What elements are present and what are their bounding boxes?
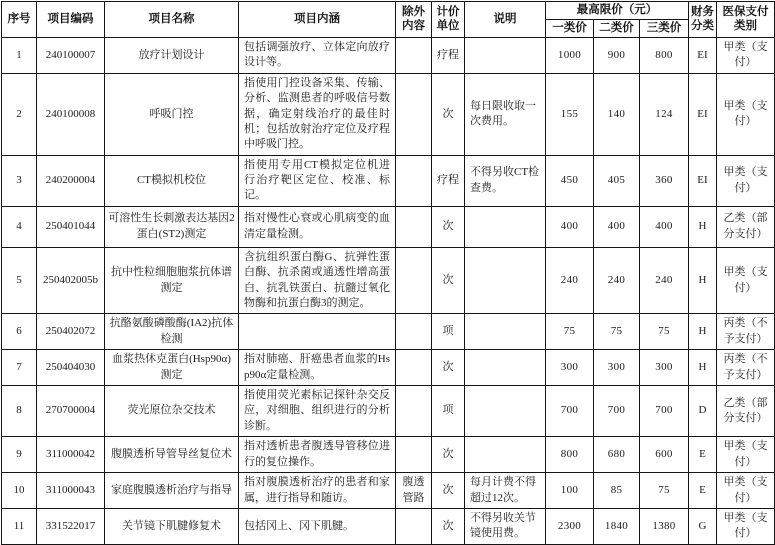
header-max-price: 最高限价（元） <box>546 2 689 20</box>
cell-content: 含抗组织蛋白酶G、抗弹性蛋白酶、抗杀菌或通透性增高蛋白、抗乳铁蛋白、抗髓过氧化物酶和抗蛋白酶3的测定。 <box>239 247 396 314</box>
cell-unit: 次 <box>432 350 465 386</box>
cell-price2: 300 <box>594 350 640 386</box>
cell-excluded <box>396 314 432 350</box>
cell-note: 每日限收取一次费用。 <box>465 73 546 155</box>
cell-price3: 360 <box>640 155 689 206</box>
table-body <box>2 37 775 544</box>
header-finance: 财务分类 <box>689 2 717 38</box>
cell-price2: 700 <box>594 385 640 436</box>
cell-excluded <box>396 37 432 73</box>
header-excluded: 除外内容 <box>396 2 432 38</box>
cell-code: 250401044 <box>37 206 105 247</box>
cell-note: 不得另收关节镜使用费。 <box>465 508 546 544</box>
cell-price2: 1840 <box>594 508 640 544</box>
table-row <box>2 206 775 247</box>
cell-content: 指对肺癌、肝癌患者血浆的Hsp90α定量检测。 <box>239 350 396 386</box>
cell-content: 指对慢性心衰或心肌病变的血清定量检测。 <box>239 206 396 247</box>
medical-service-price-table <box>1 1 775 545</box>
cell-insurance: 乙类（部分支付） <box>717 385 775 436</box>
cell-finance: H <box>689 314 717 350</box>
cell-insurance: 乙类（部分支付） <box>717 206 775 247</box>
cell-content: 指对透析患者腹透导管移位进行的复位操作。 <box>239 437 396 473</box>
cell-note <box>465 247 546 314</box>
cell-content: 指使用荧光素标记探针杂交反应，对细胞、组织进行的分析诊断。 <box>239 385 396 436</box>
cell-name: 血浆热休克蛋白(Hsp90α)测定 <box>105 350 239 386</box>
table-row <box>2 314 775 350</box>
cell-name: CT模拟机校位 <box>105 155 239 206</box>
cell-insurance: 甲类（支付） <box>717 508 775 544</box>
cell-code: 250402072 <box>37 314 105 350</box>
cell-excluded <box>396 73 432 155</box>
table-row <box>2 247 775 314</box>
cell-content: 包括冈上、冈下肌腱。 <box>239 508 396 544</box>
cell-seq: 10 <box>2 473 37 509</box>
cell-excluded <box>396 350 432 386</box>
cell-insurance: 丙类（不予支付） <box>717 350 775 386</box>
cell-price1: 700 <box>546 385 594 436</box>
cell-price2: 405 <box>594 155 640 206</box>
cell-name: 关节镜下肌腱修复术 <box>105 508 239 544</box>
cell-price1: 155 <box>546 73 594 155</box>
table-row <box>2 350 775 386</box>
cell-price3: 75 <box>640 473 689 509</box>
cell-insurance: 丙类（不予支付） <box>717 314 775 350</box>
table-row <box>2 508 775 544</box>
table-row <box>2 473 775 509</box>
table-header <box>2 2 775 38</box>
cell-finance: G <box>689 508 717 544</box>
cell-unit: 项 <box>432 314 465 350</box>
cell-name: 可溶性生长刺激表达基因2蛋白(ST2)测定 <box>105 206 239 247</box>
cell-content: 包括调强放疗、立体定向放疗设计等。 <box>239 37 396 73</box>
cell-excluded <box>396 508 432 544</box>
cell-seq: 6 <box>2 314 37 350</box>
cell-name: 家庭腹膜透析治疗与指导 <box>105 473 239 509</box>
cell-price3: 600 <box>640 437 689 473</box>
cell-insurance: 甲类（支付） <box>717 437 775 473</box>
cell-code: 240100008 <box>37 73 105 155</box>
cell-price1: 300 <box>546 350 594 386</box>
cell-price1: 400 <box>546 206 594 247</box>
cell-price1: 100 <box>546 473 594 509</box>
cell-finance: EI <box>689 155 717 206</box>
cell-price2: 400 <box>594 206 640 247</box>
cell-excluded: 腹透管路 <box>396 473 432 509</box>
cell-finance: E <box>689 473 717 509</box>
cell-code: 240100007 <box>37 37 105 73</box>
cell-insurance: 甲类（支付） <box>717 155 775 206</box>
cell-finance: H <box>689 206 717 247</box>
cell-price3: 300 <box>640 350 689 386</box>
cell-seq: 3 <box>2 155 37 206</box>
cell-price3: 75 <box>640 314 689 350</box>
table-row <box>2 155 775 206</box>
cell-finance: EI <box>689 73 717 155</box>
header-note: 说明 <box>465 2 546 38</box>
cell-price3: 240 <box>640 247 689 314</box>
cell-note <box>465 314 546 350</box>
cell-note: 不得另收CT检查费。 <box>465 155 546 206</box>
cell-content: 指对腹膜透析治疗的患者和家属，进行指导和随访。 <box>239 473 396 509</box>
cell-price3: 124 <box>640 73 689 155</box>
cell-code: 311000043 <box>37 473 105 509</box>
cell-excluded <box>396 247 432 314</box>
cell-finance: H <box>689 350 717 386</box>
cell-price2: 900 <box>594 37 640 73</box>
cell-price2: 680 <box>594 437 640 473</box>
cell-price1: 450 <box>546 155 594 206</box>
cell-note <box>465 350 546 386</box>
cell-price1: 800 <box>546 437 594 473</box>
cell-unit: 次 <box>432 206 465 247</box>
cell-price2: 140 <box>594 73 640 155</box>
cell-unit: 次 <box>432 247 465 314</box>
cell-insurance: 甲类（支付） <box>717 473 775 509</box>
cell-content: 指使用专用CT模拟定位机进行治疗靶区定位、校准、标记。 <box>239 155 396 206</box>
cell-seq: 5 <box>2 247 37 314</box>
cell-seq: 9 <box>2 437 37 473</box>
cell-price3: 700 <box>640 385 689 436</box>
cell-content: 指使用门控设备采集、传输、分析、监测患者的呼吸信号数据，确定射线治疗的最佳时机；包括放射治疗定位及疗程中呼吸门控。 <box>239 73 396 155</box>
cell-note <box>465 206 546 247</box>
header-insurance: 医保支付类别 <box>717 2 775 38</box>
cell-name: 放疗计划设计 <box>105 37 239 73</box>
cell-unit: 疗程 <box>432 155 465 206</box>
cell-price1: 75 <box>546 314 594 350</box>
cell-unit: 项 <box>432 385 465 436</box>
cell-price3: 1380 <box>640 508 689 544</box>
cell-note <box>465 37 546 73</box>
cell-unit: 疗程 <box>432 37 465 73</box>
table-row <box>2 73 775 155</box>
table-row <box>2 37 775 73</box>
header-price2: 二类价 <box>594 20 640 38</box>
cell-note: 每月计费不得超过12次。 <box>465 473 546 509</box>
cell-insurance: 甲类（支付） <box>717 37 775 73</box>
table-row <box>2 437 775 473</box>
cell-price1: 1000 <box>546 37 594 73</box>
cell-code: 270700004 <box>37 385 105 436</box>
cell-price2: 75 <box>594 314 640 350</box>
cell-code: 250404030 <box>37 350 105 386</box>
cell-content <box>239 314 396 350</box>
cell-code: 250402005b <box>37 247 105 314</box>
table-row <box>2 385 775 436</box>
header-unit: 计价单位 <box>432 2 465 38</box>
header-price1: 一类价 <box>546 20 594 38</box>
cell-price1: 2300 <box>546 508 594 544</box>
cell-seq: 2 <box>2 73 37 155</box>
cell-note <box>465 437 546 473</box>
cell-excluded <box>396 385 432 436</box>
cell-name: 呼吸门控 <box>105 73 239 155</box>
cell-name: 抗中性粒细胞胞浆抗体谱测定 <box>105 247 239 314</box>
cell-excluded <box>396 206 432 247</box>
header-name: 项目名称 <box>105 2 239 38</box>
header-content: 项目内涵 <box>239 2 396 38</box>
header-code: 项目编码 <box>37 2 105 38</box>
cell-finance: D <box>689 385 717 436</box>
cell-excluded <box>396 437 432 473</box>
cell-finance: H <box>689 247 717 314</box>
cell-unit: 次 <box>432 508 465 544</box>
cell-price1: 240 <box>546 247 594 314</box>
cell-name: 抗酪氨酸磷酸酶(IA2)抗体检测 <box>105 314 239 350</box>
cell-note <box>465 385 546 436</box>
cell-finance: E <box>689 437 717 473</box>
cell-name: 荧光原位杂交技术 <box>105 385 239 436</box>
cell-price3: 800 <box>640 37 689 73</box>
cell-code: 331522017 <box>37 508 105 544</box>
cell-price2: 85 <box>594 473 640 509</box>
cell-unit: 次 <box>432 73 465 155</box>
header-price3: 三类价 <box>640 20 689 38</box>
cell-insurance: 甲类（支付） <box>717 247 775 314</box>
cell-unit: 次 <box>432 473 465 509</box>
cell-name: 腹膜透析导管导丝复位术 <box>105 437 239 473</box>
cell-insurance: 甲类（支付） <box>717 73 775 155</box>
cell-price3: 400 <box>640 206 689 247</box>
cell-price2: 240 <box>594 247 640 314</box>
cell-seq: 8 <box>2 385 37 436</box>
cell-seq: 1 <box>2 37 37 73</box>
header-seq: 序号 <box>2 2 37 38</box>
cell-excluded <box>396 155 432 206</box>
cell-seq: 7 <box>2 350 37 386</box>
cell-finance: EI <box>689 37 717 73</box>
cell-unit: 次 <box>432 437 465 473</box>
cell-seq: 4 <box>2 206 37 247</box>
cell-seq: 11 <box>2 508 37 544</box>
cell-code: 240200004 <box>37 155 105 206</box>
cell-code: 311000042 <box>37 437 105 473</box>
